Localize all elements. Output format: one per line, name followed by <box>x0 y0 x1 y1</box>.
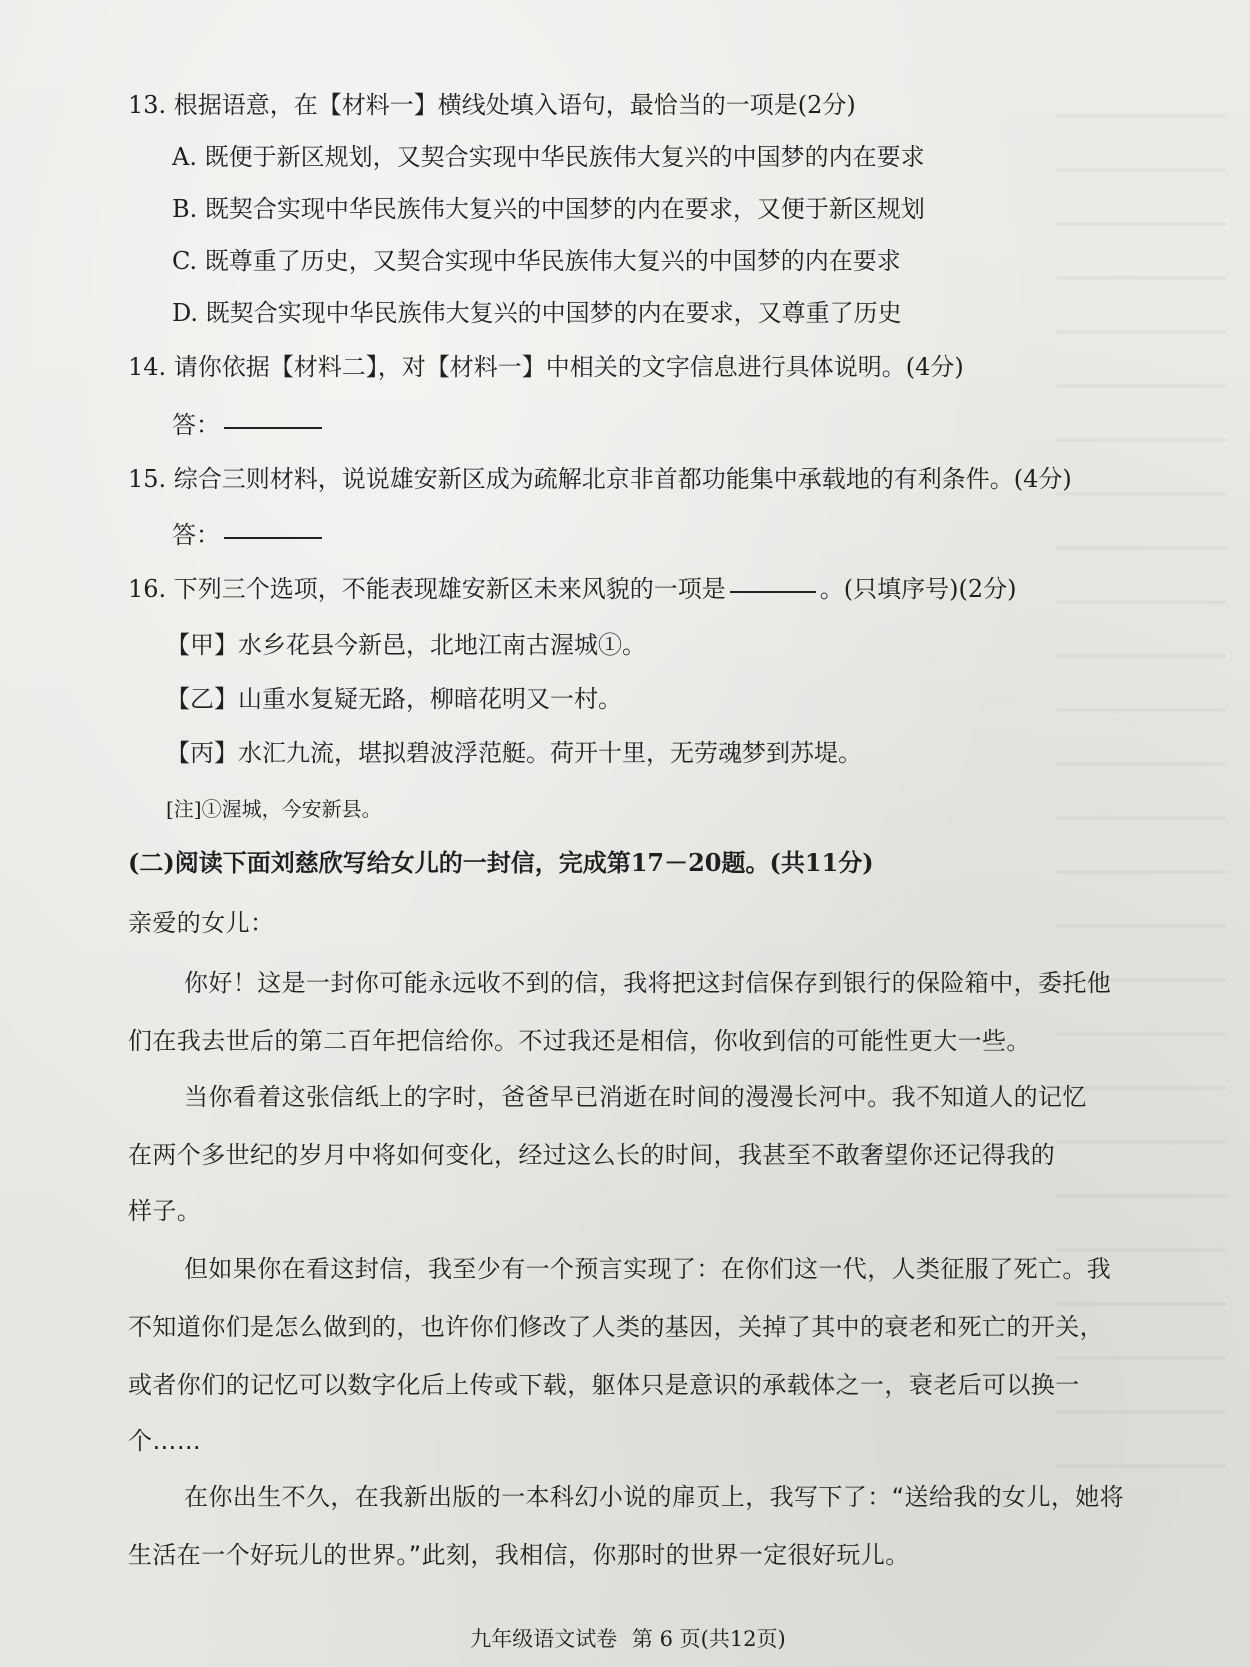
q15-answer-label: 答： <box>172 521 220 549</box>
q14-prompt: 14. 请你依据【材料二】，对【材料一】中相关的文字信息进行具体说明。(4分) <box>128 353 964 381</box>
q16-option-bing: 【丙】水汇九流，堪拟碧波浮范艇。荷开十里，无劳魂梦到苏堤。 <box>166 739 862 767</box>
letter-line: 不知道你们是怎么做到的，也许你们修改了人类的基因，关掉了其中的衰老和死亡的开关， <box>128 1313 1104 1341</box>
q14-answer-label: 答： <box>172 411 220 439</box>
q16-prompt <box>128 572 1017 606</box>
letter-line: 当你看着这张信纸上的字时，爸爸早已消逝在时间的漫漫长河中。我不知道人的记忆 <box>184 1083 1087 1111</box>
q13-option-a: A. 既便于新区规划，又契合实现中华民族伟大复兴的中国梦的内在要求 <box>172 143 925 171</box>
q13-option-d: D. 既契合实现中华民族伟大复兴的中国梦的内在要求，又尊重了历史 <box>172 299 902 327</box>
letter-line: 们在我去世后的第二百年把信给你。不过我还是相信，你收到信的可能性更大一些。 <box>128 1027 1031 1055</box>
letter-line: 样子。 <box>128 1197 202 1225</box>
q15-prompt: 15. 综合三则材料，说说雄安新区成为疏解北京非首都功能集中承载地的有利条件。(4分) <box>128 465 1072 493</box>
letter-line: 个…… <box>128 1427 202 1455</box>
q16-option-jia: 【甲】水乡花县今新邑，北地江南古渥城①。 <box>166 631 646 659</box>
q13-option-b: B. 既契合实现中华民族伟大复兴的中国梦的内在要求，又便于新区规划 <box>172 195 925 223</box>
page-content <box>128 88 1128 1651</box>
letter-line: 但如果你在看这封信，我至少有一个预言实现了：在你们这一代，人类征服了死亡。我 <box>184 1255 1112 1283</box>
q14-answer-blank[interactable] <box>224 427 322 429</box>
q16-prompt-after: 。(只填序号)(2分) <box>819 575 1017 603</box>
q13-prompt: 13. 根据语意，在【材料一】横线处填入语句，最恰当的一项是(2分) <box>128 91 856 119</box>
letter-line: 你好！这是一封你可能永远收不到的信，我将把这封信保存到银行的保险箱中，委托他 <box>184 969 1112 997</box>
letter-line: 在两个多世纪的岁月中将如何变化，经过这么长的时间，我甚至不敢奢望你还记得我的 <box>128 1141 1056 1169</box>
q15-answer-line[interactable] <box>172 518 322 552</box>
q13-option-c: C. 既尊重了历史，又契合实现中华民族伟大复兴的中国梦的内在要求 <box>172 247 901 275</box>
section-2-heading: (二)阅读下面刘慈欣写给女儿的一封信，完成第17－20题。(共11分) <box>128 848 874 877</box>
q14-answer-line[interactable] <box>172 408 322 442</box>
q16-note: [注]①渥城，今安新县。 <box>166 797 382 821</box>
letter-line: 生活在一个好玩儿的世界。”此刻，我相信，你那时的世界一定很好玩儿。 <box>128 1541 910 1569</box>
letter-line: 或者你们的记忆可以数字化后上传或下载，躯体只是意识的承载体之一，衰老后可以换一 <box>128 1371 1080 1399</box>
footer-page-info: 第 6 页(共12页) <box>631 1627 786 1651</box>
footer-exam-name: 九年级语文试卷 <box>470 1627 618 1651</box>
q16-option-yi: 【乙】山重水复疑无路，柳暗花明又一村。 <box>166 685 622 713</box>
letter-line: 在你出生不久，在我新出版的一本科幻小说的扉页上，我写下了：“送给我的女儿，她将 <box>184 1483 1125 1511</box>
q16-prompt-before: 16. 下列三个选项，不能表现雄安新区未来风貌的一项是 <box>128 575 726 603</box>
q16-answer-blank[interactable] <box>730 591 816 593</box>
q15-answer-blank[interactable] <box>224 537 322 539</box>
page-footer <box>128 1624 1128 1654</box>
letter-salutation: 亲爱的女儿： <box>128 909 275 937</box>
